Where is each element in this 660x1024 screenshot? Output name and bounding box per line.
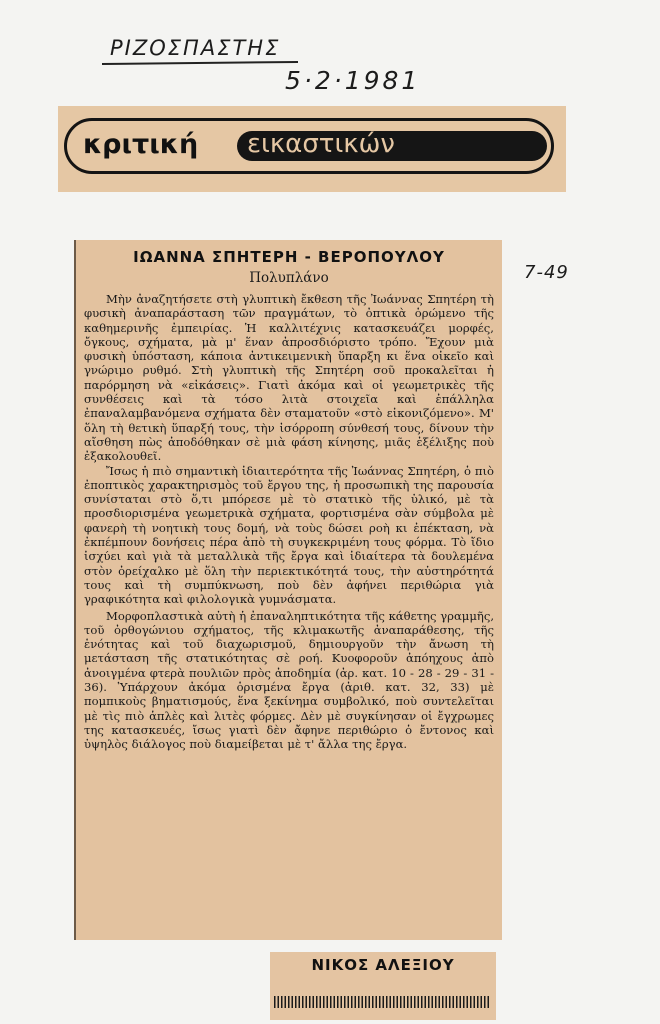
author-signature: ΝΙΚΟΣ ΑΛΕΞΙΟΥ — [311, 956, 455, 974]
article-paragraph: Μὴν ἀναζητήσετε στὴ γλυπτικὴ ἔκθεση τῆς Ἰωάννας Σπητέρη τὴ φυσικὴ ἀναπαράσταση τῶν πραγμάτων, τὸ ὀπτικὰ ὁρώμενο τῆς καθημερινῆς ἐμπειρίας. Ἡ καλλιτέχνις κατασκευάζει μορφές, ὄγκους, σχήματα, μὰ μ' ἕναν ἀπροσδιόριστο τρόπο. Ἔχουν μιὰ φυσικὴ ὑπόσταση, κάποια ἀντικειμενικὴ ὕπαρξη κι ἕνα οἰκεῖο καὶ γνώριμο ρυθμό. Στὴ γλυπτικὴ τῆς Σπητέρη σοῦ προκαλεῖται ἡ παρόρμηση νὰ «εἰκάσεις». Γιατὶ ἀκόμα καὶ οἱ γεωμετρικὲς τῆς συνθέσεις καὶ τὰ τόσο λιτὰ στοιχεῖα καὶ ἐπάλληλα ἐπαναλαμβανόμενα σχήματα δὲν σταματοῦν «στὸ εἰκονιζόμενο». Μ' ὅλη τὴ θετικὴ ὕπαρξή τους, τὴν ἰσόρροπη σύνθεσή τους, δίνουν τὴν αἴσθηση πὼς ἀποδόθηκαν σὲ μιὰ φάση κίνησης, μιᾶς ἐξέλιξης ποὺ ἐξακολουθεῖ. — [84, 292, 494, 464]
article-clipping — [74, 240, 502, 940]
newspaper-name-handwritten: ΡΙΖΟΣΠΑΣΤΗΣ — [110, 36, 281, 60]
article-subtitle: Πολυπλάνο — [249, 270, 329, 286]
signature-clipping — [270, 952, 496, 1020]
underline-stroke — [102, 61, 298, 65]
article-paragraph: Μορφοπλαστικὰ αὐτὴ ἡ ἐπαναληπτικότητα τῆς κάθετης γραμμῆς, τοῦ ὀρθογώνιου σχήματος, τῆς κλιμακωτῆς ἀναπαράθεσης, τῆς ἑνότητας καὶ τοῦ διαχωρισμοῦ, δημιουργοῦν τὴν ἄνωση τὴ μετάσταση τῆς στατικότητας σὲ ροή. Κυοφοροῦν ἀπόηχους ἀπὸ ἀνοιγμένα φτερὰ πουλιῶν πρὸς ἀποδημία (ἀρ. κατ. 10 - 28 - 29 - 31 - 36). Ὑπάρχουν ἀκόμα ὁρισμένα ἔργα (ἀριθ. κατ. 32, 33) μὲ πομπικοὺς βηματισμούς, ἕνα ξεκίνημα συμβολικό, ποὺ συντελεῖται μὲ τὶς πιὸ ἁπλὲς καὶ λιτὲς φόρμες. Δὲν μὲ συγκίνησαν οἱ ἔγχρωμες της κατασκευές, ἴσως γιατὶ δὲν ἄφηνε περιθώριο ὁ ἔντονος καὶ ὑψηλὸς διάλογος ποὺ διαμείβεται μὲ τ' ἄλλα της ἔργα. — [84, 608, 494, 752]
date-handwritten: 5·2·1981 — [285, 66, 421, 95]
column-header-word-2: εικαστικών — [247, 129, 395, 159]
article-paragraph: Ἴσως ἡ πιὸ σημαντικὴ ἰδιαιτερότητα τῆς Ἰωάννας Σπητέρη, ὁ πιὸ ἐποπτικὸς χαρακτηρισμὸς τοῦ ἔργου της, ἡ προσωπικὴ της παρουσία συνίσταται στὸ ὅ,τι μπόρεσε μὲ τὸ στατικὸ τῆς ὑλικό, μὲ τὰ προσδιορισμένα γεωμετρικὰ σχήματα, φορτισμένα σὰν σύμβολα μὲ φανερὴ τὴ νοητικὴ τους δομή, νὰ τοὺς δώσει ροὴ κι ἐπέκταση, νὰ ἐκπέμπουν δονήσεις πέρα ἀπὸ τὴ συγκεκριμένη τους φόρμα. Τὸ ἴδιο ἰσχύει καὶ γιὰ τὰ μεταλλικὰ τῆς ἔργα καὶ ἰδιαίτερα τὰ δουλεμένα στὸν ὀρείχαλκο μὲ ὅλη τὴν περιεκτικότητά τους, τὴν αὐστηρότητά τους καὶ τὴ συμπύκνωση, ποὺ δὲν ἀφήνει περιθώρια γιὰ γραφικότητα καὶ φιλολογικὰ γυμνάσματα. — [84, 463, 494, 607]
reference-number-handwritten: 7-49 — [524, 262, 569, 283]
column-header-word-1: κριτική — [83, 129, 199, 160]
article-title: ΙΩΑΝΝΑ ΣΠΗΤΕΡΗ - ΒΕΡΟΠΟΥΛΟΥ — [133, 248, 445, 266]
column-header-pill — [237, 131, 547, 161]
article-body — [84, 292, 494, 752]
column-header-clipping — [58, 106, 566, 192]
column-header-frame — [64, 118, 554, 174]
decorative-rule — [274, 996, 490, 1008]
